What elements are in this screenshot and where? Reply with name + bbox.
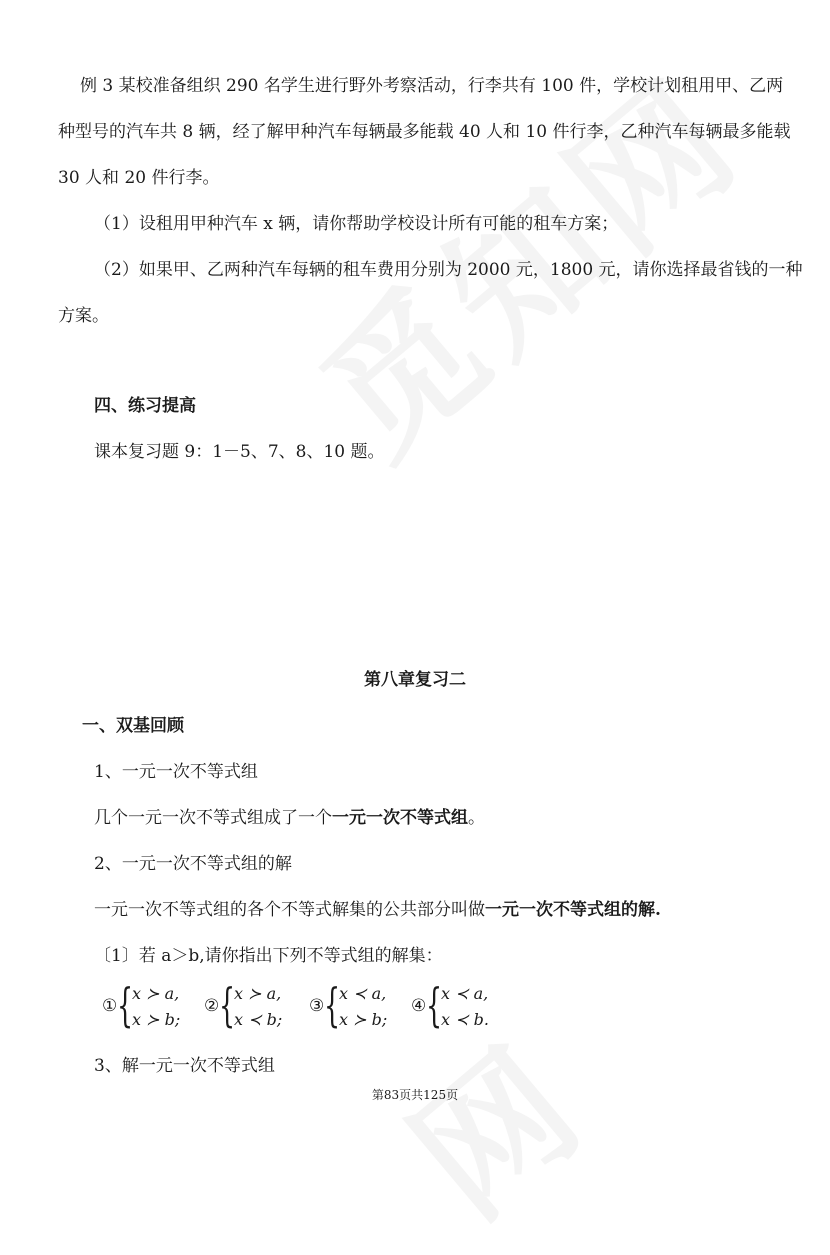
brace-icon: { (426, 978, 443, 1032)
system-row-1: x ≺ a, (441, 984, 489, 1003)
system-row-2: x ≻ b; (132, 1010, 181, 1029)
system-label: ④ (411, 996, 427, 1016)
system-row-2: x ≻ b; (339, 1010, 388, 1029)
item-1-text-suffix: 。 (468, 808, 485, 828)
chapter-title: 第八章复习二 (364, 670, 466, 690)
system-label: ① (102, 996, 118, 1016)
system-label: ③ (309, 996, 325, 1016)
question-2-line-1: （2）如果甲、乙两种汽车每辆的租车费用分别为 2000 元，1800 元，请你选择最省钱的一种 (94, 260, 803, 280)
system-row-2: x ≺ b; (234, 1010, 283, 1029)
system-label: ② (204, 996, 220, 1016)
item-1-text-prefix: 几个一元一次不等式组成了一个 (94, 808, 332, 828)
brace-icon: { (117, 978, 134, 1032)
system-row-1: x ≻ a, (132, 984, 180, 1003)
brace-icon: { (219, 978, 236, 1032)
example-line-1: 例 3 某校准备组织 290 名学生进行野外考察活动，行李共有 100 件，学校计划租用甲、乙两 (80, 76, 784, 96)
system-row-1: x ≻ a, (234, 984, 282, 1003)
example-line-2: 种型号的汽车共 8 辆，经了解甲种汽车每辆最多能载 40 人和 10 件行李，乙种汽车每辆最多能载 (58, 122, 791, 142)
exercise-prompt: 〔1〕若 a＞b,请你指出下列不等式组的解集： (94, 946, 443, 966)
item-2-title: 2、一元一次不等式组的解 (94, 854, 292, 874)
item-1-text-bold: 一元一次不等式组 (332, 808, 468, 828)
item-2-text-prefix: 一元一次不等式组的各个不等式解集的公共部分叫做 (94, 900, 485, 920)
item-2-text-bold: 一元一次不等式组的解. (485, 900, 661, 920)
watermark-secondary (360, 994, 614, 1255)
item-2-text (94, 898, 661, 922)
question-2-line-2: 方案。 (58, 306, 109, 326)
section-heading: 一、双基回顾 (82, 716, 184, 736)
example-line-3: 30 人和 20 件行李。 (58, 168, 220, 188)
item-1-text (94, 806, 485, 830)
system-row-1: x ≺ a, (339, 984, 387, 1003)
item-3-title: 3、解一元一次不等式组 (94, 1056, 275, 1076)
page-footer: 第83页共125页 (371, 1088, 459, 1102)
question-1: （1）设租用甲种汽车 x 辆，请你帮助学校设计所有可能的租车方案； (94, 214, 619, 234)
practice-text: 课本复习题 9：1－5、7、8、10 题。 (94, 442, 385, 462)
system-row-2: x ≺ b. (441, 1010, 489, 1029)
practice-heading: 四、练习提高 (94, 396, 196, 416)
brace-icon: { (324, 978, 341, 1032)
item-1-title: 1、一元一次不等式组 (94, 762, 258, 782)
